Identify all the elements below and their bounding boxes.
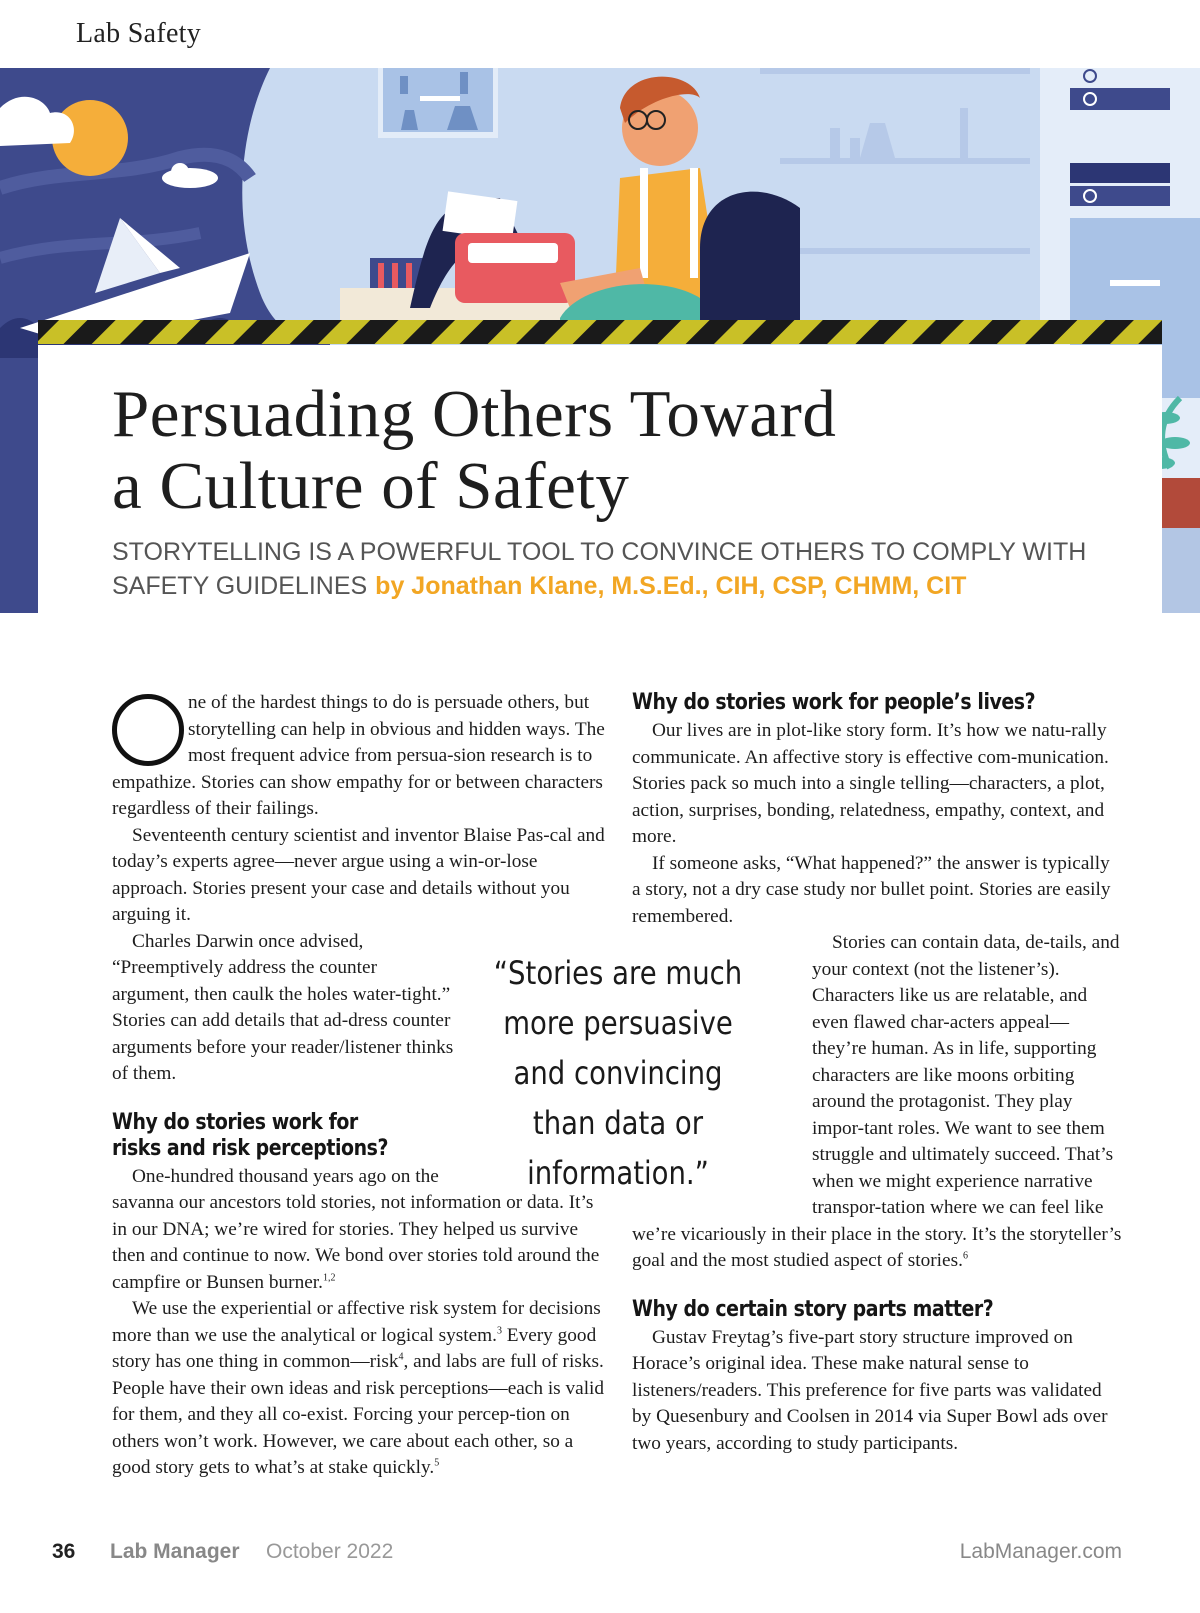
page-number: 36	[52, 1540, 76, 1563]
paragraph: Charles Darwin once advised, “Preemptively address the counter argument, then caulk the holes water-tight.” Stories can add details that ad-dress counter arguments before your reader/listener thinks of them.	[112, 930, 454, 1084]
paragraph	[112, 1296, 606, 1482]
footnote-ref: 3	[496, 1325, 502, 1337]
paragraph	[112, 690, 606, 823]
footnote-ref: 6	[962, 1250, 968, 1262]
heading-lives: Why do stories work for people’s lives?	[632, 690, 1036, 715]
paragraph: Our lives are in plot-like story form. It’s how we natu-rally communicate. An affective story is effective com-munication. Stories pack so much into a single telling—characters, a plot, action, surprises, bonding, relatedness, empathy, context, and more.	[632, 720, 1109, 847]
article-title	[112, 378, 1012, 522]
subtitle-text: STORYTELLING IS A POWERFUL TOOL TO CONVINCE OTHERS TO COMPLY WITH SAFETY GUIDELINES	[112, 538, 1087, 600]
paragraph-text: Every good story has one thing in common—risk	[112, 1324, 597, 1372]
article-subtitle	[112, 535, 1112, 603]
issue-date: October 2022	[266, 1540, 394, 1563]
heading-risks: Why do stories work for risks and risk perceptions?	[112, 1109, 389, 1161]
paragraph-text: Stories can contain data, de-tails, and your context (not the listener’s). Characters like us are relatable, and even flawed char-acters appeal—they’re human. As in life, supporting characters are like moons orbiting around the protagonist. They play impor-tant roles. We want to see them struggle and ultimately succeed. That’s when we might experience narrative transpor-tation where we can feel like we’re vicariously in their place in the story. It’s the storyteller’s goal and the most studied aspect of stories.	[632, 932, 1122, 1271]
paragraph-text: We use the experiential or affective risk system for decisions more than we use the analytical or logical system.	[112, 1298, 601, 1346]
footnote-ref: 5	[434, 1457, 440, 1469]
magazine-name: Lab Manager	[110, 1540, 240, 1563]
chair-icon	[700, 192, 800, 328]
title-line-1: Persuading Others Toward	[112, 377, 837, 451]
heading-parts: Why do certain story parts matter?	[632, 1296, 994, 1322]
paragraph-text: , and labs are full of risks. People have their own ideas and risk perceptions—each is valid for them, and they all co-exist. Forcing your percep-tion on others won’t work. However, we care about each other, so a good story gets to what’s at stake quickly.	[112, 1351, 605, 1478]
drop-cap	[112, 694, 184, 766]
page-footer	[52, 1540, 1122, 1570]
website-link[interactable]: LabManager.com	[959, 1540, 1122, 1563]
paragraph-text: ne of the hardest things to do is persuade others, but storytelling can help in obvious and hidden ways. The most frequent advice from persua-sion research is to empathize. Stories can show empathy for or between characters regardless of their failings.	[112, 692, 605, 819]
paragraph: If someone asks, “What happened?” the answer is typically a story, not a dry case study nor bullet point. Stories are easily remembered.	[632, 852, 1111, 927]
section-label: Lab Safety	[76, 18, 202, 49]
hazard-stripe	[38, 320, 1162, 344]
footnote-ref: 1,2	[322, 1272, 336, 1284]
title-line-2: a Culture of Safety	[112, 449, 630, 523]
pull-quote: “Stories are much more persuasive and convincing than data or information.”	[493, 954, 743, 1192]
paragraph: Seventeenth century scientist and inventor Blaise Pas-cal and today’s experts agree—never argue using a win-or-lose approach. Stories present your case and details without you arguing it.	[112, 824, 605, 925]
footnote-ref: 4	[398, 1351, 404, 1363]
paragraph: Gustav Freytag’s five-part story structure improved on Horace’s original idea. These make natural sense to listeners/readers. This preference for five parts was validated by Quesenbury and Coolsen in 2014 via Super Bowl ads over two years, according to study participants.	[632, 1326, 1108, 1454]
byline: by Jonathan Klane, M.S.Ed., CIH, CSP, CHMM, CIT	[375, 572, 967, 600]
paragraph-text: One-hundred thousand years ago on the savanna our ancestors told stories, not information or data. It’s in our DNA; we’re wired for stories. They helped us survive then and continue to now. We bond over stories told around the campfire or Bunsen burner.	[112, 1165, 600, 1293]
section-gap	[632, 1275, 1122, 1297]
